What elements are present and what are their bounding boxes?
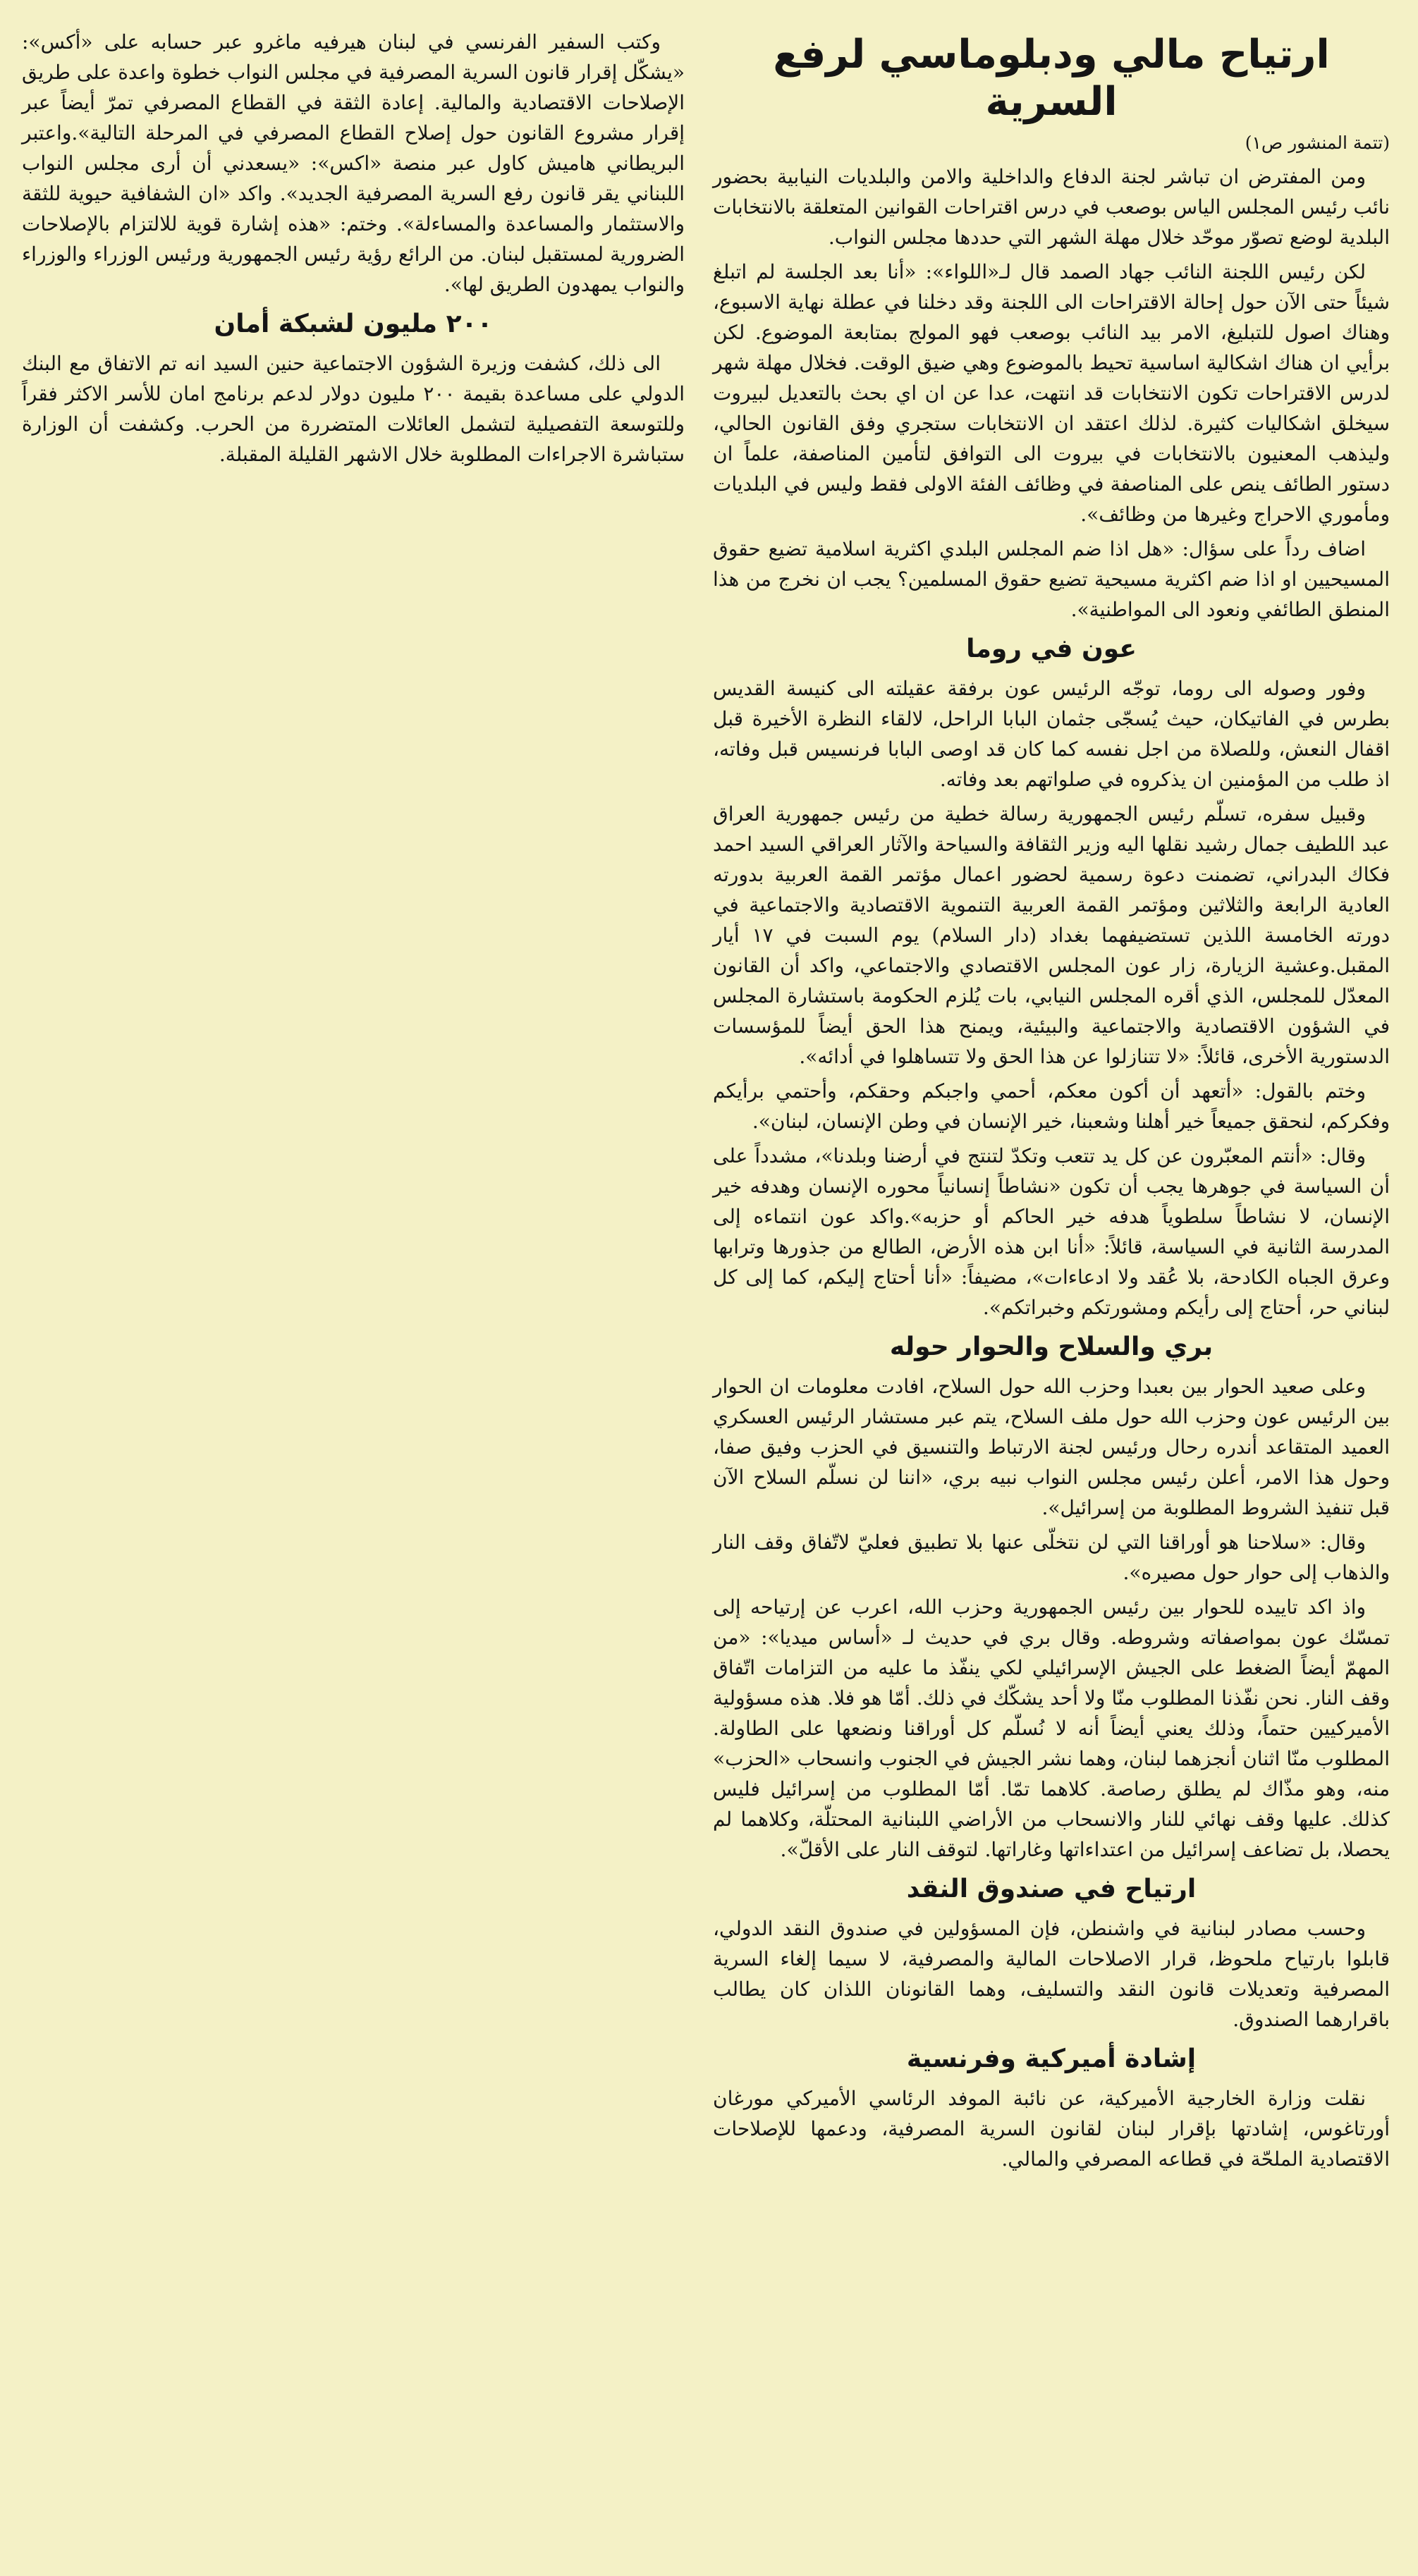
right-column xyxy=(713,0,1390,2178)
paragraph: وقبيل سفره، تسلّم رئيس الجمهورية رسالة خطية من رئيس جمهورية العراق عبد اللطيف جمال رشيد نقلها اليه وزير الثقافة والسياحة والآثار العراقي السيد احمد فكاك البدراني، تضمنت دعوة رسمية لحضور اعمال مؤتمر القمة العربية بدورته العادية الرابعة والثلاثين ومؤتمر القمة العربية التنموية الاقتصادية والاجتماعية في دورته الخامسة اللذين تستضيفهما بغداد (دار السلام) يوم السبت في ١٧ أيار المقبل.وعشية الزيارة، زار عون المجلس الاقتصادي والاجتماعي، واكد أن القانون المعدّل للمجلس، الذي أقره المجلس النيابي، بات يُلزم الحكومة باستشارة المجلس في الشؤون الاقتصادية والاجتماعية والبيئية، ويمنح هذا الحق أيضاً للمؤسسات الدستورية الأخرى، قائلاً: «لا تتنازلوا عن هذا الحق ولا تتساهلوا في أدائه». xyxy=(713,802,1391,1069)
section-heading: عون في روما xyxy=(966,634,1137,664)
paragraph: الى ذلك، كشفت وزيرة الشؤون الاجتماعية حنين السيد انه تم الاتفاق مع البنك الدولي على مساعدة بقيمة ٢٠٠ مليون دولار لدعم برنامج امان للأسر الاكثر فقراً وللتوسعة التفصيلية لتشمل العائلات المتضررة من الحرب. وكشفت أن الوزارة ستباشرة الاجراءات المطلوبة خلال الاشهر القليلة المقبلة. xyxy=(22,351,685,466)
paragraph: وعلى صعيد الحوار بين بعبدا وحزب الله حول السلاح، افادت معلومات ان الحوار بين الرئيس عون وحزب الله حول ملف السلاح، يتم عبر مستشار الرئيس العسكري العميد المتقاعد أندره رحال ورئيس لجنة الارتباط والتنسيق في الحزب وفيق صفا، وحول هذا الامر، أعلن رئيس مجلس النواب نبيه بري، «اننا لن نسلّم السلاح الآن قبل تنفيذ الشروط المطلوبة من إسرائيل». xyxy=(713,1374,1390,1519)
article-headline: ارتياح مالي ودبلوماسي لرفع السرية xyxy=(773,32,1330,125)
section-heading: إشادة أميركية وفرنسية xyxy=(906,2044,1197,2073)
paragraph: واذ اكد تاييده للحوار بين رئيس الجمهورية وحزب الله، اعرب عن إرتياحه إلى تمسّك عون بمواصفاته وشروطه. وقال بري في حديث لـ «أساس ميديا»: «من المهمّ أيضاً الضغط على الجيش الإسرائيلي لكي ينفّذ ما عليه من التزامات اتّفاق وقف النار. نحن نفّذنا المطلوب منّا ولا أحد يشكّك في ذلك. أمّا هو فلا. هذه مسؤولية الأميركيين حتماً، وذلك يعني أيضاً أنه لا نُسلّم كل أوراقنا ونضعها على الطاولة. المطلوب منّا اثنان أنجزهما لبنان، وهما نشر الجيش في الجنوب وانسحاب «الحزب» منه، وهو مذّاك لم يطلق رصاصة. كلاهما تمّا. أمّا المطلوب من إسرائيل فليس كذلك. عليها وقف نهائي للنار والانسحاب من الأراضي اللبنانية المحتلّة، وكلاهما لم يحصلا، بل تضاعف إسرائيل من اعتداءاتها وغاراتها. لتوقف النار على الأقلّ». xyxy=(713,1595,1390,1861)
paragraph: اضاف رداً على سؤال: «هل اذا ضم المجلس البلدي اكثرية اسلامية تضيع حقوق المسيحيين او اذا ضم اكثرية مسيحية تضيع حقوق المسلمين؟ يجب ان نخرج من هذا المنطق الطائفي ونعود الى المواطنية». xyxy=(713,537,1390,622)
section-heading: ٢٠٠ مليون لشبكة أمان xyxy=(214,309,493,338)
paragraph: ومن المفترض ان تباشر لجنة الدفاع والداخلية والامن والبلديات النيابية بحضور نائب رئيس المجلس الياس بوصعب في درس اقتراحات القوانين المتعلقة بالانتخابات البلدية لوضع تصوّر موحّد خلال مهلة الشهر التي حددها مجلس النواب. xyxy=(713,165,1390,250)
paragraph: وحسب مصادر لبنانية في واشنطن، فإن المسؤولين في صندوق النقد الدولي، قابلوا بارتياح ملحوظ، قرار الاصلاحات المالية والمصرفية، لا سيما إلغاء السرية المصرفية وتعديلات قانون النقد والتسليف، وهما القانونان اللذان كان يطالب باقرارهما الصندوق. xyxy=(713,1916,1390,2031)
paragraph: وكتب السفير الفرنسي في لبنان هيرفيه ماغرو عبر حسابه على «أكس»: «يشكّل إقرار قانون السرية المصرفية في مجلس النواب خطوة واعدة على طريق الإصلاحات الاقتصادية والمالية. إعادة الثقة في القطاع المصرفي تمرّ أيضاً عبر إقرار مشروع القانون حول إصلاح القطاع المصرفي في المرحلة التالية».واعتبر البريطاني هاميش كاول عبر منصة «اكس»: «يسعدني أن أرى مجلس النواب اللبناني يقر قانون رفع السرية المصرفية الجديد». واكد «ان الشفافية حيوية للثقة والاستثمار والمساعدة والمساءلة». وختم: «هذه إشارة قوية للالتزام بالإصلاحات الضرورية لمستقبل لبنان. من الرائع رؤية رئيس الجمهورية ورئيس الوزراء والوزراء والنواب يمهدون الطريق لها». xyxy=(22,30,685,296)
right-column-body xyxy=(713,161,1390,2173)
paragraph: وختم بالقول: «أتعهد أن أكون معكم، أحمي واجبكم وحقكم، وأحتمي برأيكم وفكركم، لنحقق جميعاً خير أهلنا وشعبنا، خير الإنسان في وطن الإنسان، لبنان». xyxy=(713,1079,1390,1134)
paragraph: نقلت وزارة الخارجية الأميركية، عن نائبة الموفد الرئاسي الأميركي مورغان أورتاغوس، إشادتها بإقرار لبنان لقانون السرية المصرفية، ودعمها للإصلاحات الاقتصادية الملحّة في قطاعه المصرفي والمالي. xyxy=(713,2086,1390,2171)
paragraph: لكن رئيس اللجنة النائب جهاد الصمد قال لـ«اللواء»: «أنا بعد الجلسة لم اتبلغ شيئاً حتى الآن حول إحالة الاقتراحات الى اللجنة وقد دخلنا في عطلة نهاية الاسبوع، وهناك اصول للتبليغ، الامر بيد النائب بوصعب فهو المولج بمتابعة الموضوع. لكن برأيي ان هناك اشكالية اساسية تحيط بالموضوع وهي ضيق الوقت. فخلال مهلة شهر لدرس الاقتراحات تكون الانتخابات قد انتهت، عدا عن ان اي بحث بالتعديل لبيروت سيخلق اشكاليات كثيرة. لذلك اعتقد ان الانتخابات ستجري وفق القانون الحالي، وليذهب المعنيون بالانتخابات في بيروت الى التوافق لتأمين المناصفة، علماً ان دستور الطائف ينص على المناصفة في وظائف الفئة الاولى فقط وليس في البلديات ومأموري الاحراج وغيرها من وظائف». xyxy=(713,260,1390,527)
paragraph: وفور وصوله الى روما، توجّه الرئيس عون برفقة عقيلته الى كنيسة القديس بطرس في الفاتيكان، حيث يُسجّى جثمان البابا الراحل، لالقاء النظرة الأخيرة قبل اقفال النعش، وللصلاة من اجل نفسه كما كان قد اوصى البابا فرنسيس قبل وفاته، اذ طلب من المؤمنين ان يذكروه في صلواتهم بعد وفاته. xyxy=(713,677,1390,792)
paragraph: وقال: «سلاحنا هو أوراقنا التي لن نتخلّى عنها بلا تطبيق فعليّ لاتّفاق وقف النار والذهاب إلى حوار حول مصيره». xyxy=(713,1530,1390,1584)
paragraph: وقال: «أنتم المعبّرون عن كل يد تتعب وتكدّ لتنتج في أرضنا وبلدنا»، مشدداً على أن السياسة في جوهرها يجب أن تكون «نشاطاً إنسانياً محوره الإنسان وهدفه خير الإنسان، لا نشاطاً سلطوياً هدفه خير الحاكم أو حزبه».واكد عون انتماءه إلى المدرسة الثانية في السياسة، قائلاً: «أنا ابن هذه الأرض، الطالع من جذورها وترابها وعرق الجباه الكادحة، بلا عُقد ولا ادعاءات»، مضيفاً: «أنا أحتاج إليكم، كما إلى كل لبناني حر، أحتاج إلى رأيكم ومشورتكم وخبراتكم». xyxy=(713,1144,1390,1320)
section-heading: بري والسلاح والحوار حوله xyxy=(889,1332,1214,1362)
section-heading: ارتياح في صندوق النقد xyxy=(906,1874,1197,1903)
continuation-note: (تتمة المنشور ص١) xyxy=(1245,133,1390,154)
left-column-body xyxy=(22,27,685,470)
left-column xyxy=(22,0,685,474)
